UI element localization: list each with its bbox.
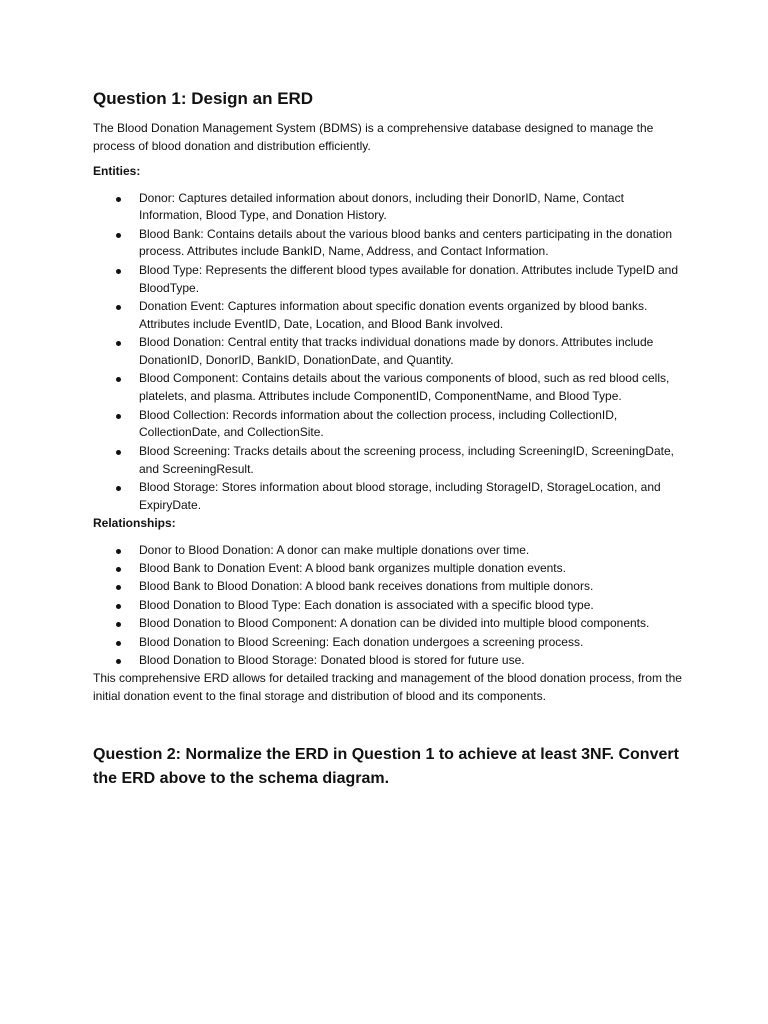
bullet-icon [116, 659, 121, 664]
entity-text: Blood Donation: Central entity that tracks individual donations made by donors. Attributes include DonationID, DonorID, BankID, DonationDate, and Quantity. [139, 335, 654, 368]
closing-paragraph: This comprehensive ERD allows for detailed tracking and management of the blood donation process, from the initial donation event to the final storage and distribution of blood and its components. [93, 671, 682, 703]
question-1-title: Question 1: Design an ERD [93, 89, 314, 108]
entities-list [93, 190, 683, 515]
bullet-icon [116, 414, 121, 419]
list-item [93, 652, 683, 670]
entity-text: Blood Screening: Tracks details about the screening process, including ScreeningID, ScreeningDate, and ScreeningResult. [139, 443, 674, 476]
list-item [93, 370, 683, 406]
list-item [93, 479, 683, 515]
bullet-icon [116, 305, 121, 310]
relationships-list [93, 542, 683, 670]
entity-text: Blood Storage: Stores information about blood storage, including StorageID, StorageLocation, and ExpiryDate. [139, 480, 661, 512]
bullet-icon [116, 622, 121, 627]
list-item [93, 334, 683, 370]
intro-paragraph: The Blood Donation Management System (BDMS) is a comprehensive database designed to manage the process of blood donation and distribution efficiently. [93, 121, 654, 153]
relationship-text: Blood Donation to Blood Type: Each donation is associated with a specific blood type. [139, 597, 594, 612]
document-page [93, 88, 683, 791]
list-item [93, 443, 683, 479]
bullet-icon [116, 233, 121, 238]
bullet-icon [116, 641, 121, 646]
relationship-text: Blood Donation to Blood Storage: Donated blood is stored for future use. [139, 653, 525, 668]
entity-text: Blood Type: Represents the different blood types available for donation. Attributes include TypeID and BloodType. [139, 262, 679, 295]
bullet-icon [116, 549, 121, 554]
list-item [93, 615, 683, 633]
relationship-text: Blood Donation to Blood Component: A donation can be divided into multiple blood components. [139, 616, 650, 631]
question-2-title: Question 2: Normalize the ERD in Question 1 to achieve at least 3NF. Convert the ERD above to the schema diagram. [93, 746, 679, 788]
bullet-icon [116, 341, 121, 346]
relationship-text: Donor to Blood Donation: A donor can make multiple donations over time. [139, 542, 530, 557]
list-item [93, 262, 683, 298]
bullet-icon [116, 450, 121, 455]
list-item [93, 407, 683, 443]
relationship-text: Blood Bank to Blood Donation: A blood bank receives donations from multiple donors. [139, 579, 594, 594]
bullet-icon [116, 377, 121, 382]
entity-text: Donation Event: Captures information about specific donation events organized by blood banks. Attributes include EventID, Date, Location, and Blood Bank involved. [139, 299, 648, 331]
relationships-label: Relationships: [93, 516, 176, 531]
entity-text: Blood Component: Contains details about the various components of blood, such as red blood cells, platelets, and plasma. Attributes include ComponentID, ComponentName, and Blood Type. [139, 371, 670, 404]
bullet-icon [116, 567, 121, 572]
bullet-icon [116, 486, 121, 491]
bullet-icon [116, 197, 121, 202]
list-item [93, 298, 683, 334]
bullet-icon [116, 604, 121, 609]
entity-text: Blood Collection: Records information about the collection process, including CollectionID, CollectionDate, and CollectionSite. [139, 407, 618, 440]
list-item [93, 226, 683, 262]
entity-text: Blood Bank: Contains details about the various blood banks and centers participating in the donation process. Attributes include BankID, Name, Address, and Contact Information. [139, 226, 673, 259]
bullet-icon [116, 585, 121, 590]
list-item [93, 542, 683, 560]
list-item [93, 634, 683, 652]
list-item [93, 578, 683, 596]
relationship-text: Blood Donation to Blood Screening: Each donation undergoes a screening process. [139, 634, 584, 649]
bullet-icon [116, 269, 121, 274]
list-item [93, 190, 683, 226]
list-item [93, 597, 683, 615]
relationship-text: Blood Bank to Donation Event: A blood bank organizes multiple donation events. [139, 561, 566, 576]
entity-text: Donor: Captures detailed information about donors, including their DonorID, Name, Contact Information, Blood Type, and Donation History. [139, 190, 624, 223]
entities-label: Entities: [93, 164, 141, 178]
list-item [93, 560, 683, 578]
